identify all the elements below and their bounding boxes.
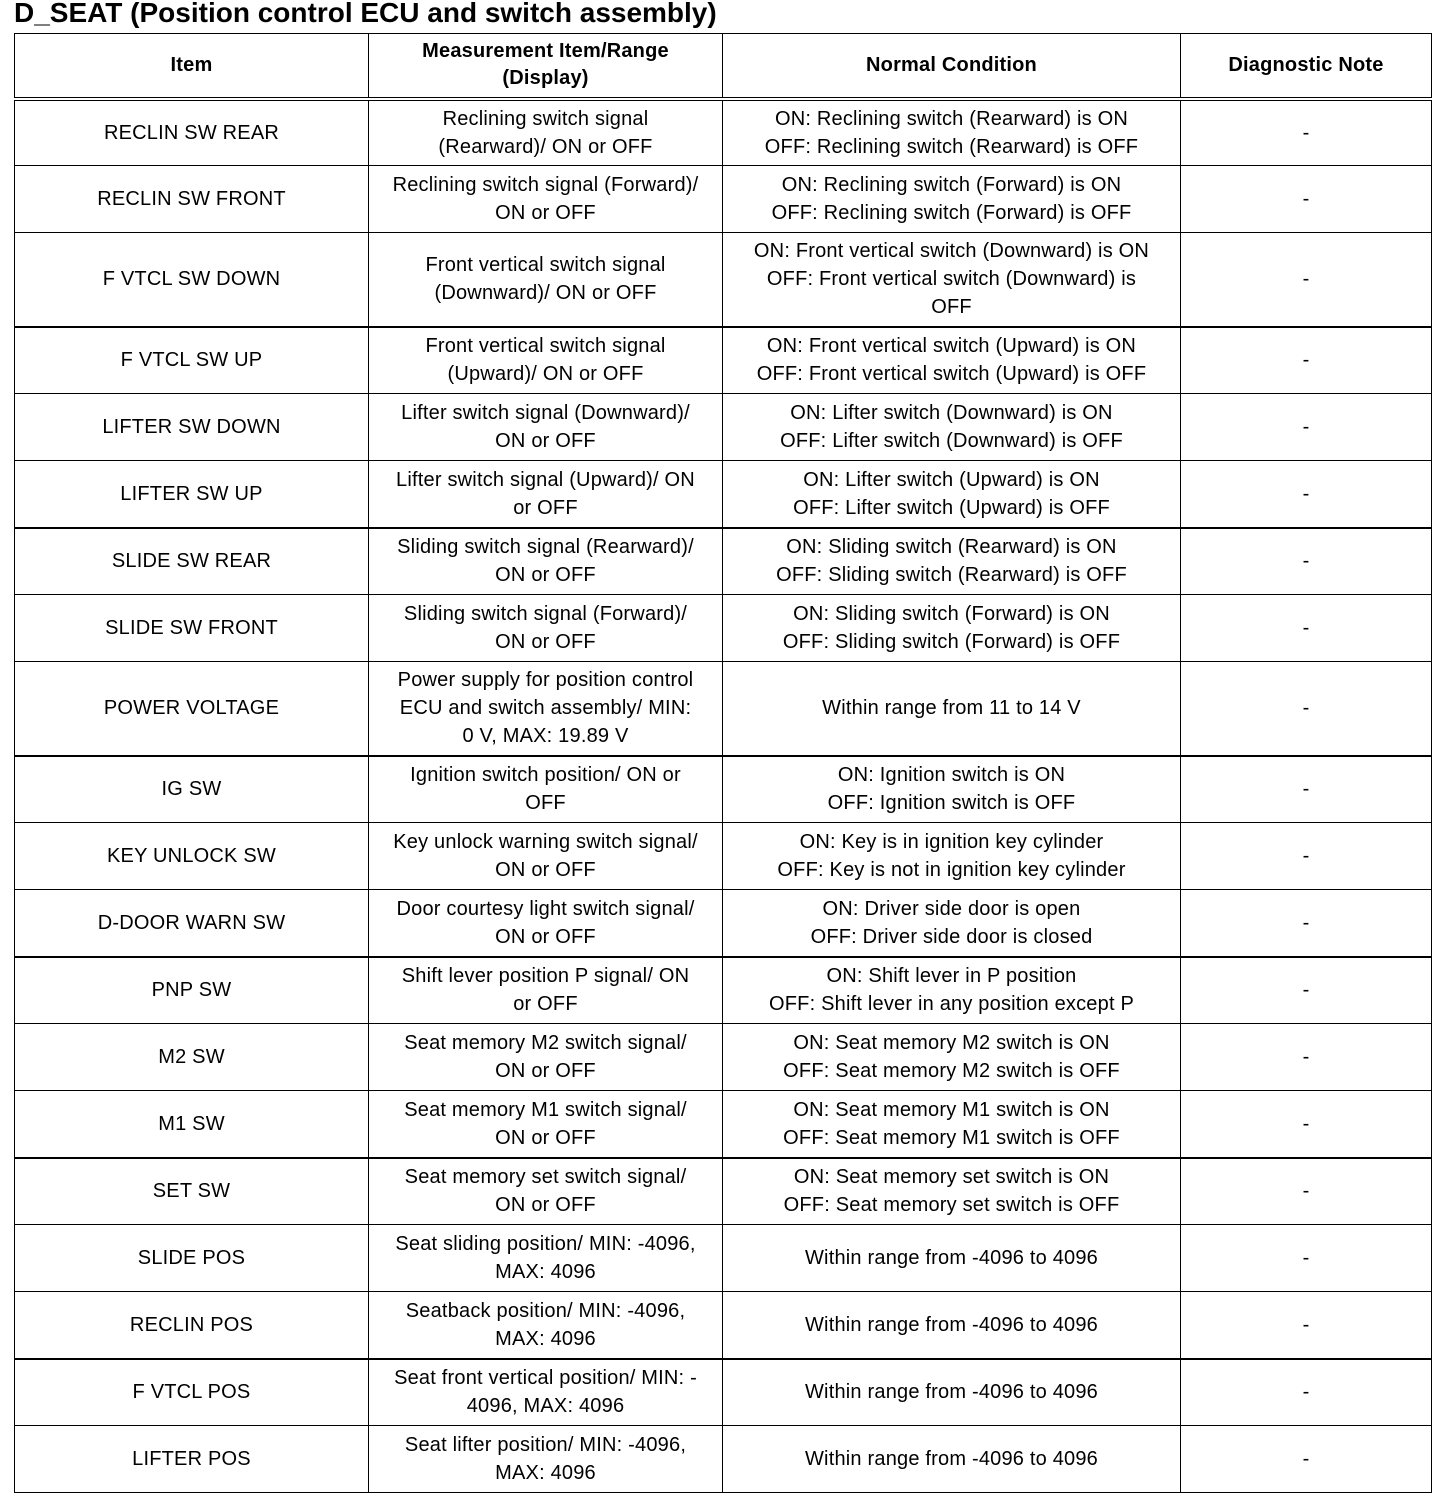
item-cell: IG SW xyxy=(15,756,369,823)
table-row xyxy=(15,233,1432,327)
table-row xyxy=(15,99,1432,166)
item-cell: D-DOOR WARN SW xyxy=(15,890,369,957)
item-cell: SLIDE SW REAR xyxy=(15,528,369,595)
measurement-cell: Shift lever position P signal/ ON or OFF xyxy=(369,957,723,1024)
table-row xyxy=(15,1158,1432,1225)
normal-condition-cell: ON: Front vertical switch (Upward) is ON OFF: Front vertical switch (Upward) is OFF xyxy=(723,327,1181,394)
diagnostic-table xyxy=(14,33,1432,1493)
table-row xyxy=(15,461,1432,528)
item-cell: LIFTER SW DOWN xyxy=(15,394,369,461)
normal-condition-cell: ON: Seat memory M2 switch is ON OFF: Seat memory M2 switch is OFF xyxy=(723,1024,1181,1091)
table-row xyxy=(15,1426,1432,1493)
diagnostic-note-cell: - xyxy=(1181,1426,1432,1493)
table-row xyxy=(15,1024,1432,1091)
table-row xyxy=(15,1225,1432,1292)
normal-condition-cell: Within range from -4096 to 4096 xyxy=(723,1359,1181,1426)
diagnostic-note-cell: - xyxy=(1181,1091,1432,1158)
measurement-cell: Ignition switch position/ ON or OFF xyxy=(369,756,723,823)
measurement-cell: Seat sliding position/ MIN: -4096, MAX: 4096 xyxy=(369,1225,723,1292)
item-cell: SLIDE POS xyxy=(15,1225,369,1292)
item-cell: F VTCL POS xyxy=(15,1359,369,1426)
item-cell: RECLIN SW REAR xyxy=(15,99,369,166)
table-row xyxy=(15,528,1432,595)
item-cell: KEY UNLOCK SW xyxy=(15,823,369,890)
diagnostic-note-cell: - xyxy=(1181,528,1432,595)
diagnostic-note-cell: - xyxy=(1181,99,1432,166)
table-row xyxy=(15,1292,1432,1359)
page-title: D_SEAT (Position control ECU and switch assembly) xyxy=(14,0,717,28)
table-row xyxy=(15,890,1432,957)
measurement-cell: Front vertical switch signal (Downward)/ ON or OFF xyxy=(369,233,723,327)
table-row xyxy=(15,166,1432,233)
table-row xyxy=(15,662,1432,756)
diagnostic-note-cell: - xyxy=(1181,957,1432,1024)
measurement-cell: Seat memory M1 switch signal/ ON or OFF xyxy=(369,1091,723,1158)
item-cell: M1 SW xyxy=(15,1091,369,1158)
normal-condition-cell: ON: Seat memory M1 switch is ON OFF: Seat memory M1 switch is OFF xyxy=(723,1091,1181,1158)
measurement-cell: Lifter switch signal (Downward)/ ON or OFF xyxy=(369,394,723,461)
normal-condition-cell: ON: Seat memory set switch is ON OFF: Seat memory set switch is OFF xyxy=(723,1158,1181,1225)
item-cell: M2 SW xyxy=(15,1024,369,1091)
table-header-row xyxy=(15,34,1432,99)
diagnostic-note-cell: - xyxy=(1181,394,1432,461)
column-header-normal-condition: Normal Condition xyxy=(723,34,1181,99)
normal-condition-cell: ON: Shift lever in P position OFF: Shift lever in any position except P xyxy=(723,957,1181,1024)
measurement-cell: Front vertical switch signal (Upward)/ ON or OFF xyxy=(369,327,723,394)
diagnostic-note-cell: - xyxy=(1181,1292,1432,1359)
diagnostic-note-cell: - xyxy=(1181,461,1432,528)
column-header-item: Item xyxy=(15,34,369,99)
table-row xyxy=(15,756,1432,823)
normal-condition-cell: ON: Sliding switch (Rearward) is ON OFF: Sliding switch (Rearward) is OFF xyxy=(723,528,1181,595)
diagnostic-note-cell: - xyxy=(1181,1158,1432,1225)
measurement-cell: Seatback position/ MIN: -4096, MAX: 4096 xyxy=(369,1292,723,1359)
item-cell: SLIDE SW FRONT xyxy=(15,595,369,662)
diagnostic-note-cell: - xyxy=(1181,327,1432,394)
item-cell: LIFTER SW UP xyxy=(15,461,369,528)
diagnostic-note-cell: - xyxy=(1181,823,1432,890)
table-row xyxy=(15,595,1432,662)
normal-condition-cell: ON: Driver side door is open OFF: Driver side door is closed xyxy=(723,890,1181,957)
diagnostic-note-cell: - xyxy=(1181,1024,1432,1091)
normal-condition-cell: ON: Key is in ignition key cylinder OFF: Key is not in ignition key cylinder xyxy=(723,823,1181,890)
measurement-cell: Sliding switch signal (Rearward)/ ON or OFF xyxy=(369,528,723,595)
diagnostic-note-cell: - xyxy=(1181,166,1432,233)
item-cell: RECLIN SW FRONT xyxy=(15,166,369,233)
diagnostic-note-cell: - xyxy=(1181,662,1432,756)
table-row xyxy=(15,823,1432,890)
normal-condition-cell: ON: Reclining switch (Rearward) is ON OFF: Reclining switch (Rearward) is OFF xyxy=(723,99,1181,166)
measurement-cell: Seat memory M2 switch signal/ ON or OFF xyxy=(369,1024,723,1091)
normal-condition-cell: ON: Lifter switch (Downward) is ON OFF: Lifter switch (Downward) is OFF xyxy=(723,394,1181,461)
measurement-cell: Key unlock warning switch signal/ ON or OFF xyxy=(369,823,723,890)
table-row xyxy=(15,327,1432,394)
normal-condition-cell: ON: Sliding switch (Forward) is ON OFF: Sliding switch (Forward) is OFF xyxy=(723,595,1181,662)
measurement-cell: Reclining switch signal (Forward)/ ON or OFF xyxy=(369,166,723,233)
diagnostic-note-cell: - xyxy=(1181,1359,1432,1426)
item-cell: POWER VOLTAGE xyxy=(15,662,369,756)
item-cell: SET SW xyxy=(15,1158,369,1225)
normal-condition-cell: ON: Lifter switch (Upward) is ON OFF: Lifter switch (Upward) is OFF xyxy=(723,461,1181,528)
table-row xyxy=(15,394,1432,461)
diagnostic-note-cell: - xyxy=(1181,756,1432,823)
item-cell: F VTCL SW UP xyxy=(15,327,369,394)
measurement-cell: Lifter switch signal (Upward)/ ON or OFF xyxy=(369,461,723,528)
item-cell: F VTCL SW DOWN xyxy=(15,233,369,327)
item-cell: PNP SW xyxy=(15,957,369,1024)
measurement-cell: Sliding switch signal (Forward)/ ON or OFF xyxy=(369,595,723,662)
item-cell: LIFTER POS xyxy=(15,1426,369,1493)
table-row xyxy=(15,1091,1432,1158)
measurement-cell: Seat front vertical position/ MIN: - 4096, MAX: 4096 xyxy=(369,1359,723,1426)
measurement-cell: Reclining switch signal (Rearward)/ ON or OFF xyxy=(369,99,723,166)
measurement-cell: Seat memory set switch signal/ ON or OFF xyxy=(369,1158,723,1225)
column-header-diagnostic-note: Diagnostic Note xyxy=(1181,34,1432,99)
measurement-cell: Seat lifter position/ MIN: -4096, MAX: 4096 xyxy=(369,1426,723,1493)
normal-condition-cell: Within range from -4096 to 4096 xyxy=(723,1225,1181,1292)
column-header-measurement: Measurement Item/Range (Display) xyxy=(369,34,723,99)
item-cell: RECLIN POS xyxy=(15,1292,369,1359)
diagnostic-note-cell: - xyxy=(1181,1225,1432,1292)
normal-condition-cell: Within range from 11 to 14 V xyxy=(723,662,1181,756)
table-row xyxy=(15,957,1432,1024)
diagnostic-note-cell: - xyxy=(1181,233,1432,327)
diagnostic-note-cell: - xyxy=(1181,890,1432,957)
normal-condition-cell: ON: Front vertical switch (Downward) is ON OFF: Front vertical switch (Downward) is OFF xyxy=(723,233,1181,327)
table-row xyxy=(15,1359,1432,1426)
normal-condition-cell: Within range from -4096 to 4096 xyxy=(723,1426,1181,1493)
diagnostic-note-cell: - xyxy=(1181,595,1432,662)
normal-condition-cell: ON: Ignition switch is ON OFF: Ignition switch is OFF xyxy=(723,756,1181,823)
measurement-cell: Door courtesy light switch signal/ ON or OFF xyxy=(369,890,723,957)
normal-condition-cell: Within range from -4096 to 4096 xyxy=(723,1292,1181,1359)
measurement-cell: Power supply for position control ECU and switch assembly/ MIN: 0 V, MAX: 19.89 V xyxy=(369,662,723,756)
normal-condition-cell: ON: Reclining switch (Forward) is ON OFF: Reclining switch (Forward) is OFF xyxy=(723,166,1181,233)
